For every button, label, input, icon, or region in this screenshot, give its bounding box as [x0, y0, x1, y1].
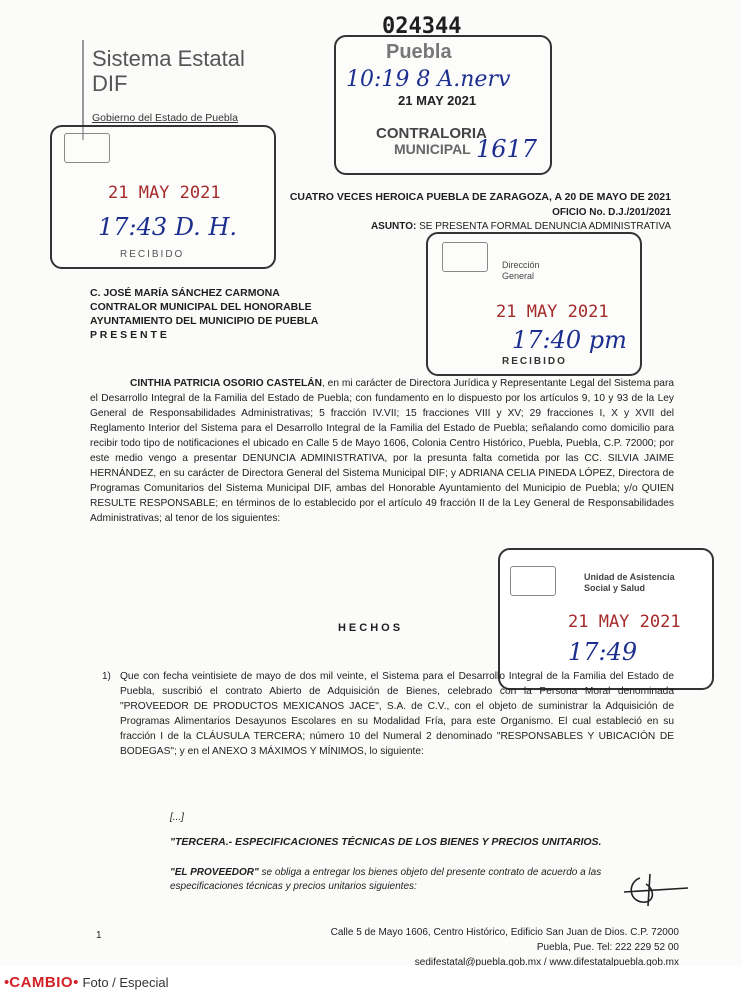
contraloria-stamp — [334, 35, 552, 175]
asistencia-unit-line2: Social y Salud — [584, 583, 646, 593]
signature-mark — [620, 870, 690, 910]
intro-text: , en mi carácter de Directora Jurídica y Representante Legal del Sistema para el Desarrollo Integral de la Familia del Estado de Puebla; con fundamento en lo dispuesto por los artículos 9, 10 y 93 de la Ley General de Responsabilidades Administrativas; 5 fracción IV.VII; 15 fracciones VIII y XV; 29 fracciones I, X y XVII del Reglamento Interior del Sistema para el Desarrollo Integral de la Familia del Estado de Puebla; señalando como domicilio para recibir todo tipo de notificaciones el ubicado en Calle 5 de Mayo 1606, Colonia Centro Histórico, Puebla, Puebla, C.P. 72000; por este medio vengo a presentar DENUNCIA ADMINISTRATIVA, por la presunta falta cometida por las CC. SILVIA JAIME HERNÁNDEZ, en su carácter de Directora General del Sistema Municipal DIF; y ADRIANA CELIA PINEDA LÓPEZ, Directora de Programas Comunitarios del Sistema Municipal DIF, ambas del Honorable Ayuntamiento del Municipio de Puebla; y/o QUIEN RESULTE RESPONSABLE; en términos de lo establecido por el artículo 49 fracción II de la Ley General de Responsabilidades Administrativas; al tenor de los siguientes: — [90, 378, 674, 524]
direccion-general-stamp — [426, 232, 642, 376]
recipient-line: CONTRALOR MUNICIPAL DEL HONORABLE — [90, 301, 312, 313]
footer-address-line1: Calle 5 de Mayo 1606, Centro Histórico, Edificio San Juan de Dios. C.P. 72000 — [330, 927, 679, 938]
dif-stamp-date: 21 MAY 2021 — [108, 183, 221, 203]
footer-address — [331, 925, 679, 966]
asistencia-handwriting: 17:49 — [568, 638, 638, 666]
org-name-line2: DIF — [92, 71, 128, 96]
subject-text: SE PRESENTA FORMAL DENUNCIA ADMINISTRATIVA — [419, 221, 671, 232]
direccion-label: RECIBIDO — [502, 356, 567, 367]
subject-label: ASUNTO: — [370, 221, 417, 232]
dif-stamp-label: RECIBIDO — [120, 249, 185, 260]
direccion-handwriting: 17:40 pm — [512, 326, 627, 354]
section-heading-hechos: HECHOS — [337, 622, 404, 634]
complainant-name: CINTHIA PATRICIA OSORIO CASTELÁN — [130, 378, 322, 389]
item-paragraph: Que con fecha veintisiete de mayo de dos mil veinte, el Sistema para el Desarrollo Integral de la Familia del Estado de Puebla, suscribió el contrato Abierto de Adquisición de Bienes, celebrado con la Persona Moral denominada "PROVEEDOR DE PRODUCTOS MEXICANOS JACE", S.A. de C.V., con el objeto de suministrar la Adquisición de Programas Alimentarios Desayunos Escolares en su Modalidad Fría, para este Organismo. El cual estableció en su fracción I de la CLÁUSULA TERCERA; número 10 del Numeral 2 denominado "RESPONSABLES Y UBICACIÓN DE BODEGAS"; y en el ANEXO 3 MÁXIMOS Y MÍNIMOS, lo siguiente: — [120, 671, 674, 757]
recipient-line: P R E S E N T E — [90, 329, 167, 341]
footer-contact — [331, 955, 679, 966]
dif-received-stamp — [50, 125, 276, 269]
place-date: CUATRO VECES HEROICA PUEBLA DE ZARAGOZA, A 20 DE MAYO DE 2021 — [289, 191, 671, 203]
bullet-icon: • — [73, 974, 79, 991]
proveedor-label: "EL PROVEEDOR" — [170, 867, 259, 878]
folio-number: 024344 — [382, 14, 462, 39]
contraloria-brand: Puebla — [386, 41, 452, 63]
contraloria-handwriting: 10:19 8 A.nerv — [346, 67, 511, 92]
footer-address-line2: Puebla, Pue. Tel: 222 229 52 00 — [536, 942, 679, 953]
credit-text: Foto / Especial — [82, 975, 169, 990]
dif-logo-icon — [64, 133, 110, 163]
asistencia-unit — [584, 572, 675, 594]
footer-email: sedifestatal@puebla.gob.mx — [414, 957, 542, 966]
org-name-line1: Sistema Estatal — [92, 46, 245, 71]
oficio-number: OFICIO No. D.J./201/2021 — [552, 207, 671, 218]
direccion-logo-icon — [442, 242, 488, 272]
recipient-block — [90, 286, 318, 342]
org-subtitle: Gobierno del Estado de Puebla — [92, 112, 238, 124]
item-number: 1) — [102, 671, 111, 682]
ellipsis-marker: [...] — [170, 812, 184, 823]
subject-line — [371, 221, 671, 232]
footer-web: / www.difestatalpuebla.gob.mx — [541, 957, 679, 966]
direccion-date: 21 MAY 2021 — [496, 302, 609, 322]
recipient-line: C. JOSÉ MARÍA SÁNCHEZ CARMONA — [90, 287, 280, 299]
dif-stamp-handwriting: 17:43 D. H. — [98, 213, 237, 241]
recipient-line: AYUNTAMIENTO DEL MUNICIPIO DE PUEBLA — [90, 315, 319, 327]
contraloria-label2: MUNICIPAL — [394, 141, 471, 157]
clause-text — [170, 866, 650, 894]
direccion-unit: Dirección General — [502, 260, 540, 281]
intro-paragraph — [90, 376, 674, 526]
contraloria-handwriting-side: 1617 — [476, 135, 538, 163]
org-name — [92, 46, 245, 96]
bullet-icon: • — [4, 974, 10, 991]
clause-text-body: se obliga a entregar los bienes objeto del presente contrato de acuerdo a las especificaciones técnicas y precios unitarios siguientes: — [170, 867, 602, 892]
asistencia-logo-icon — [510, 566, 556, 596]
asistencia-date: 21 MAY 2021 — [568, 612, 681, 632]
page-number: 1 — [96, 930, 102, 941]
contraloria-label1: CONTRALORIA — [376, 125, 487, 142]
contraloria-date: 21 MAY 2021 — [398, 93, 477, 108]
asistencia-unit-line1: Unidad de Asistencia — [584, 572, 675, 582]
clause-heading: "TERCERA.- ESPECIFICACIONES TÉCNICAS DE LOS BIENES Y PRECIOS UNITARIOS. — [170, 836, 602, 848]
photo-credit — [4, 974, 169, 991]
brand-logo: CAMBIO — [9, 974, 74, 991]
